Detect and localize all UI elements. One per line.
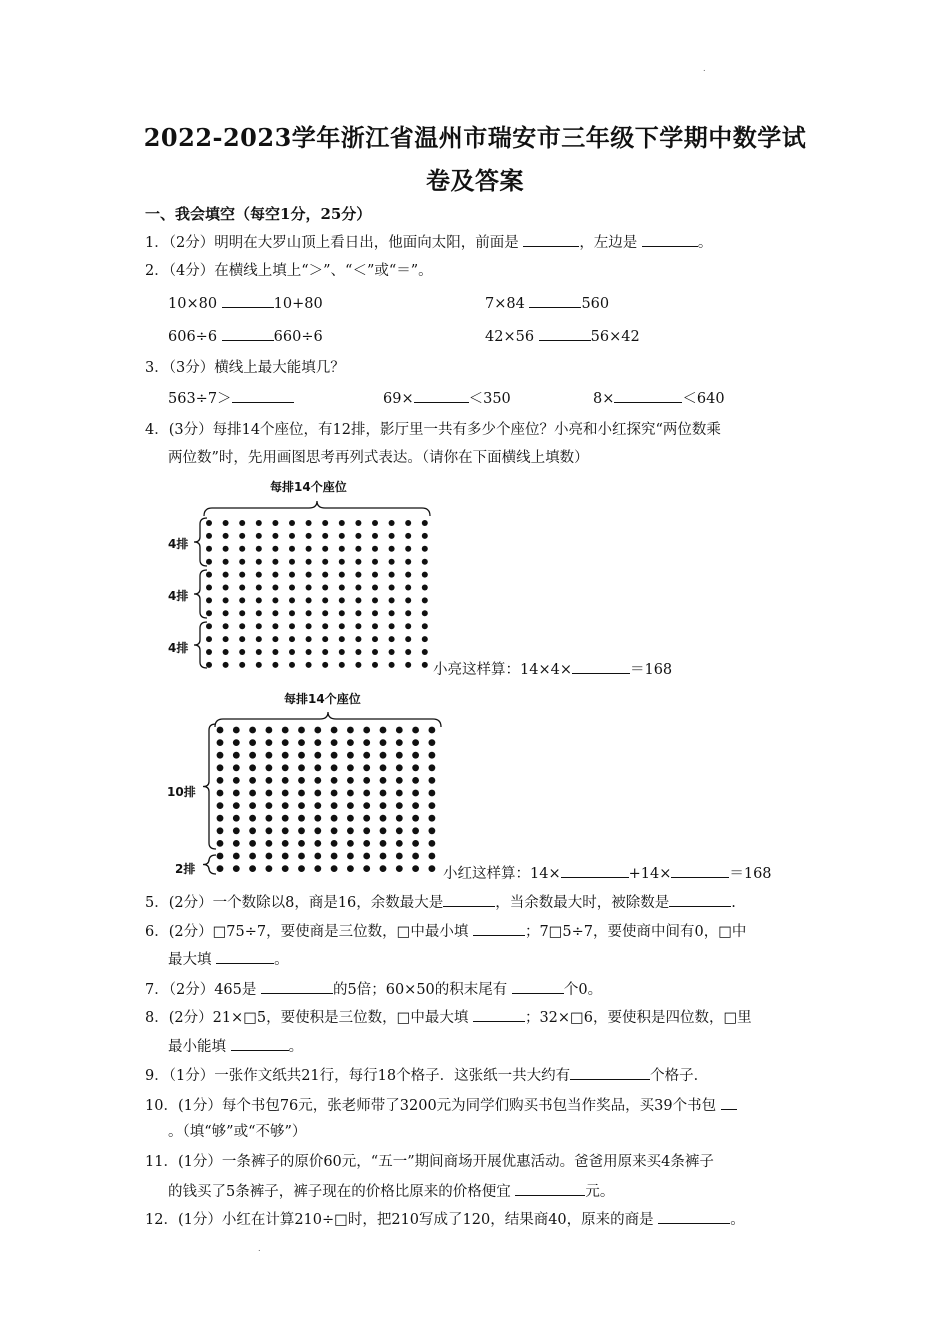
seat-dot [298, 752, 305, 759]
seat-dot [347, 777, 354, 784]
seat-dot [429, 727, 436, 734]
seat-dot [282, 840, 289, 847]
question-3-item: 563÷7＞ [168, 389, 294, 408]
seat-dot [380, 739, 387, 746]
seat-dot [363, 727, 370, 734]
seat-dot [314, 853, 321, 860]
seat-dot [347, 853, 354, 860]
seat-dot [233, 777, 240, 784]
seat-dot [217, 777, 224, 784]
answer-blank[interactable] [443, 893, 495, 907]
seat-dot [396, 739, 403, 746]
question-7: 7．（2分）465是 的5倍；60×50的积末尾有 个0。 [145, 982, 603, 998]
seat-dot [363, 853, 370, 860]
seat-dot [266, 853, 273, 860]
seat-dot [331, 727, 338, 734]
seat-dot [249, 815, 256, 822]
seat-dot [396, 727, 403, 734]
seat-dot [282, 853, 289, 860]
seat-dot [429, 865, 436, 872]
seat-dot [233, 840, 240, 847]
question-11-cont: 的钱买了5条裤子，裤子现在的价格比原来的价格便宜 元。 [168, 1184, 615, 1200]
question-6: 6．(2分）□75÷7，要使商是三位数，□中最小填 ；7□5÷7，要使商中间有0，□中 [145, 924, 747, 940]
seat-dot [298, 727, 305, 734]
seat-dot [217, 840, 224, 847]
seat-dot [396, 752, 403, 759]
seat-dot [412, 815, 419, 822]
seat-dot [233, 827, 240, 834]
seat-dot [380, 815, 387, 822]
seat-dot [282, 815, 289, 822]
seat-dot [331, 840, 338, 847]
seat-dot [233, 865, 240, 872]
seat-dot [429, 739, 436, 746]
seat-dot [363, 840, 370, 847]
question-3-item: 8× ＜640 [593, 391, 725, 407]
question-6-cont: 最大填 。 [168, 952, 289, 968]
brace [215, 712, 441, 727]
seat-dot [249, 840, 256, 847]
question-8-cont: 最小能填 。 [168, 1039, 304, 1055]
question-2-item: 10×80 10+80 [168, 296, 323, 312]
seat-dot [217, 827, 224, 834]
seat-dot [314, 840, 321, 847]
seat-dot [331, 777, 338, 784]
seat-dot [331, 827, 338, 834]
seat-dot [314, 739, 321, 746]
row-label-10: 10排 [167, 785, 196, 799]
seat-dot [217, 739, 224, 746]
brace [203, 724, 216, 849]
seat-dot [363, 790, 370, 797]
question-2-stem: 2．（4分）在横线上填上“＞”、“＜”或“＝”。 [145, 263, 433, 279]
seat-dot [282, 764, 289, 771]
answer-blank[interactable] [721, 1096, 737, 1110]
brace [203, 855, 216, 874]
seat-dot [298, 865, 305, 872]
seat-dot [249, 777, 256, 784]
xiaoliang-calculation: 小亮这样算：14×4× ＝168 [433, 662, 673, 678]
seat-dot [429, 853, 436, 860]
seat-dot [217, 727, 224, 734]
seat-dot [314, 802, 321, 809]
seat-dot [331, 790, 338, 797]
question-5: 5．(2分）一个数除以8，商是16，余数最大是 ，当余数最大时，被除数是 . [145, 895, 736, 911]
seat-dot [412, 865, 419, 872]
answer-blank[interactable] [231, 1037, 289, 1051]
seat-dot [249, 752, 256, 759]
seat-dot [363, 802, 370, 809]
seat-dot [396, 840, 403, 847]
seat-dot [412, 827, 419, 834]
seat-dot [396, 764, 403, 771]
seat-dot [412, 727, 419, 734]
seat-dot [249, 827, 256, 834]
seat-dot [380, 764, 387, 771]
seat-dot [429, 777, 436, 784]
seat-dot [412, 840, 419, 847]
seat-dot [331, 853, 338, 860]
answer-blank[interactable] [473, 1008, 525, 1022]
seat-dot [429, 827, 436, 834]
answer-blank[interactable] [515, 1182, 585, 1196]
seat-dot [314, 777, 321, 784]
question-2-item: 42×56 56×42 [485, 329, 640, 345]
seat-dot [429, 815, 436, 822]
seat-dot [412, 853, 419, 860]
seat-dot [282, 777, 289, 784]
seat-dot [380, 840, 387, 847]
question-10-cont: 。（填“够”或“不够”） [168, 1124, 307, 1140]
seat-dot [314, 790, 321, 797]
seat-dot [363, 815, 370, 822]
seat-dot [282, 790, 289, 797]
seat-dot [314, 764, 321, 771]
seat-dot [380, 752, 387, 759]
seat-dot [249, 790, 256, 797]
seat-dot [314, 727, 321, 734]
seat-dot [429, 840, 436, 847]
seat-dot [298, 777, 305, 784]
seat-dot [217, 790, 224, 797]
seat-dot [396, 777, 403, 784]
seat-dot [298, 840, 305, 847]
seat-dot [412, 764, 419, 771]
seat-dot [396, 853, 403, 860]
seat-dot [380, 727, 387, 734]
seat-dot [412, 802, 419, 809]
seat-dot [331, 739, 338, 746]
question-10: 10．(1分）每个书包76元，张老师带了3200元为同学们购买书包当作奖品，买39个书包 [145, 1096, 737, 1115]
seat-dot [217, 752, 224, 759]
answer-blank[interactable] [473, 922, 525, 936]
seat-dot [412, 739, 419, 746]
seat-dot [363, 865, 370, 872]
row-label-4: 4排 [168, 537, 189, 551]
seat-dot [347, 739, 354, 746]
seat-dot [266, 802, 273, 809]
seat-dot [314, 815, 321, 822]
answer-blank[interactable] [669, 893, 731, 907]
seat-dot [249, 802, 256, 809]
seat-dot [233, 790, 240, 797]
seat-dot [380, 802, 387, 809]
seat-dot [233, 752, 240, 759]
seat-dot [233, 764, 240, 771]
seat-dot [233, 802, 240, 809]
figure-1-label: 每排14个座位 [270, 480, 347, 494]
seat-dot [347, 815, 354, 822]
seat-dot [266, 827, 273, 834]
seat-dot [233, 853, 240, 860]
section-heading: 一、我会填空（每空1分，25分） [145, 205, 372, 223]
seat-dot [266, 777, 273, 784]
question-11: 11．(1分）一条裤子的原价60元，“五一”期间商场开展优惠活动。爸爸用原来买4条裤子 [145, 1154, 714, 1170]
seat-dot [412, 777, 419, 784]
seat-dot [282, 827, 289, 834]
seat-dot [249, 764, 256, 771]
seat-dot [396, 865, 403, 872]
question-2-item: 7×84 560 [485, 296, 610, 312]
seat-dot [347, 827, 354, 834]
seat-dot [363, 764, 370, 771]
seat-dot [347, 727, 354, 734]
answer-blank[interactable] [561, 864, 629, 878]
question-8: 8．(2分）21×□5，要使积是三位数，□中最大填 ；32×□6，要使积是四位数，□里 [145, 1010, 752, 1026]
seat-dot [298, 815, 305, 822]
seat-dot [266, 727, 273, 734]
seat-dot [396, 815, 403, 822]
seat-dot [298, 853, 305, 860]
page-mark-top: . [703, 64, 706, 73]
seat-dot [249, 739, 256, 746]
figure-2-label: 每排14个座位 [284, 692, 361, 706]
seat-dot [217, 853, 224, 860]
seat-dot [396, 790, 403, 797]
seat-dot [282, 865, 289, 872]
seat-dot [266, 865, 273, 872]
seat-dot [282, 727, 289, 734]
question-4-line1: 4．(3分）每排14个座位，有12排，影厅里一共有多少个座位？小亮和小红探究“两位数乘 [145, 422, 721, 438]
answer-blank[interactable] [570, 1066, 650, 1080]
seat-dot [217, 802, 224, 809]
seat-dot [347, 865, 354, 872]
seat-dot [429, 802, 436, 809]
seat-dot [331, 764, 338, 771]
seat-dot [363, 739, 370, 746]
seat-dot [429, 790, 436, 797]
seat-dot [249, 853, 256, 860]
seat-dot [314, 827, 321, 834]
page-title-line1: 2022-2023学年浙江省温州市瑞安市三年级下学期中数学试 [143, 123, 807, 152]
seat-dot [282, 802, 289, 809]
seat-dot [347, 790, 354, 797]
seat-dot [298, 764, 305, 771]
question-1: 1．（2分）明明在大罗山顶上看日出，他面向太阳，前面是 ，左边是 。 [145, 235, 713, 251]
seat-dot [266, 752, 273, 759]
seat-dot [331, 752, 338, 759]
seat-dot [396, 827, 403, 834]
seat-dot [347, 802, 354, 809]
question-12: 12．(1分）小红在计算210÷□时，把210写成了120，结果商40，原来的商是 。 [145, 1212, 745, 1228]
seat-dot [217, 815, 224, 822]
seat-dot [217, 764, 224, 771]
answer-blank[interactable] [261, 980, 333, 994]
seat-dot [380, 865, 387, 872]
seat-dot [249, 865, 256, 872]
seat-dot [233, 815, 240, 822]
page-mark-bottom: . [258, 1244, 261, 1253]
seat-dot [266, 739, 273, 746]
seat-dot [363, 777, 370, 784]
seat-dot [429, 764, 436, 771]
seat-dot [314, 865, 321, 872]
seat-dot [298, 802, 305, 809]
row-label-4: 4排 [168, 589, 189, 603]
row-label-4: 4排 [168, 641, 189, 655]
question-4-line2: 两位数”时，先用画图思考再列式表达。（请你在下面横线上填数） [168, 450, 589, 466]
seat-dot [266, 815, 273, 822]
question-3-stem: 3．（3分）横线上最大能填几？ [145, 360, 345, 376]
seat-dot [331, 865, 338, 872]
seat-dot [347, 752, 354, 759]
seat-dot [331, 802, 338, 809]
seat-dot [412, 752, 419, 759]
seat-dot [298, 790, 305, 797]
seat-dot [266, 840, 273, 847]
seat-dot [380, 827, 387, 834]
answer-blank[interactable] [658, 1210, 730, 1224]
seat-dot [380, 790, 387, 797]
seat-dot [347, 840, 354, 847]
seat-dot [217, 865, 224, 872]
seat-dot [412, 790, 419, 797]
seat-dot [331, 815, 338, 822]
seat-dot [298, 827, 305, 834]
seat-dot [282, 739, 289, 746]
seat-dot [380, 777, 387, 784]
seat-dot [282, 752, 289, 759]
seat-dot [233, 739, 240, 746]
seat-dot [396, 802, 403, 809]
seat-dot [380, 853, 387, 860]
page-title-line2: 卷及答案 [426, 166, 524, 195]
seat-dot [347, 764, 354, 771]
seat-dot [298, 739, 305, 746]
answer-blank[interactable] [216, 950, 274, 964]
seat-dot [249, 727, 256, 734]
seat-dot [266, 764, 273, 771]
seat-dot [266, 790, 273, 797]
question-2-item: 606÷6 660÷6 [168, 329, 323, 345]
xiaohong-calculation: 小红这样算：14× +14× ＝168 [443, 866, 772, 882]
seat-dot [363, 752, 370, 759]
answer-blank[interactable] [671, 864, 729, 878]
answer-blank[interactable] [512, 980, 564, 994]
seat-dot [363, 827, 370, 834]
seat-dot [429, 752, 436, 759]
row-label-2: 2排 [175, 862, 196, 876]
seat-dot [314, 752, 321, 759]
question-3-item: 69× ＜350 [383, 391, 511, 407]
question-9: 9．（1分）一张作文纸共21行，每行18个格子．这张纸一共大约有 个格子． [145, 1068, 709, 1084]
seat-dot [233, 727, 240, 734]
